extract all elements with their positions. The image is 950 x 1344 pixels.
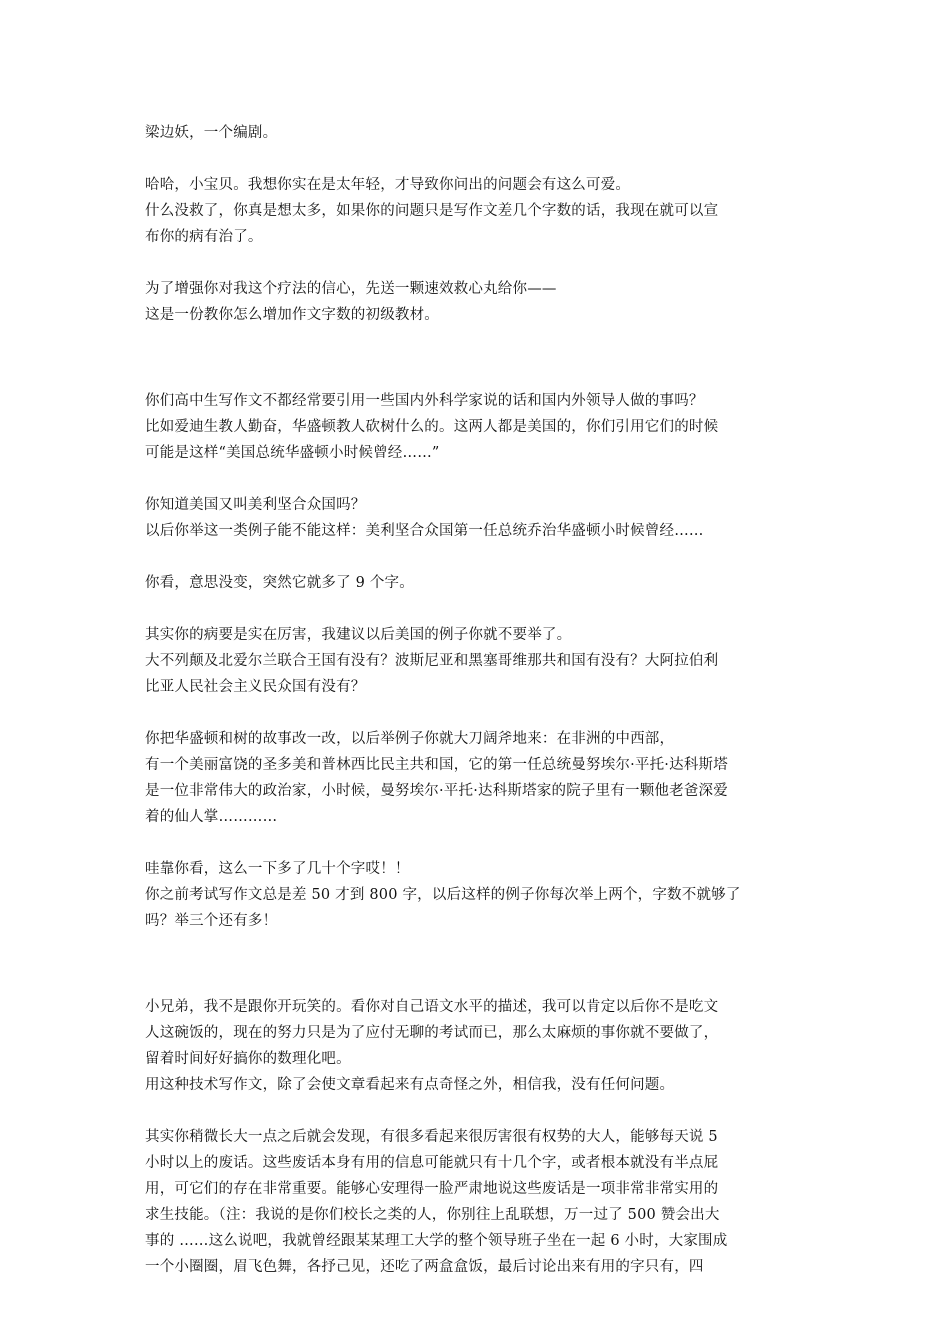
text-line: 用，可它们的存在非常重要。能够心安理得一脸严肃地说这些废话是一项非常非常实用的 bbox=[145, 1181, 719, 1197]
text-line: 梁边妖，一个编剧。 bbox=[145, 125, 278, 141]
text-line: 布你的病有治了。 bbox=[145, 229, 263, 245]
text-line: 事的 ……这么说吧，我就曾经跟某某理工大学的整个领导班子坐在一起 6 小时，大家围成 bbox=[145, 1233, 728, 1249]
text-line: 有一个美丽富饶的圣多美和普林西比民主共和国，它的第一任总统曼努埃尔·平托·达科斯塔 bbox=[145, 757, 728, 773]
text-line: 吗？举三个还有多！ bbox=[145, 913, 278, 929]
text-line: 什么没救了，你真是想太多，如果你的问题只是写作文差几个字数的话，我现在就可以宣 bbox=[145, 203, 719, 219]
text-line: 你把华盛顿和树的故事改一改，以后举例子你就大刀阔斧地来：在非洲的中西部， bbox=[145, 731, 675, 747]
paragraph-gap bbox=[145, 146, 810, 172]
text-line: 用这种技术写作文，除了会使文章看起来有点奇怪之外，相信我，没有任何问题。 bbox=[145, 1077, 675, 1093]
text-line: 人这碗饭的，现在的努力只是为了应付无聊的考试而已，那么太麻烦的事你就不要做了， bbox=[145, 1025, 719, 1041]
document-body bbox=[145, 120, 810, 1280]
text-line: 留着时间好好搞你的数理化吧。 bbox=[145, 1051, 351, 1067]
text-line: 这是一份教你怎么增加作文字数的初级教材。 bbox=[145, 307, 439, 323]
text-line: 着的仙人掌………… bbox=[145, 809, 278, 825]
text-line: 小时以上的废话。这些废话本身有用的信息可能就只有十几个字，或者根本就没有半点屁 bbox=[145, 1155, 719, 1171]
paragraph-gap bbox=[145, 1098, 810, 1124]
text-line: 大不列颠及北爱尔兰联合王国有没有？波斯尼亚和黑塞哥维那共和国有没有？大阿拉伯利 bbox=[145, 653, 719, 669]
text-line: 你知道美国又叫美利坚合众国吗？ bbox=[145, 497, 366, 513]
text-line: 你看，意思没变，突然它就多了 9 个字。 bbox=[145, 575, 414, 591]
text-line: 其实你稍微长大一点之后就会发现，有很多看起来很厉害很有权势的大人，能够每天说 5 bbox=[145, 1129, 718, 1145]
paragraph-gap bbox=[145, 328, 810, 354]
text-line: 你之前考试写作文总是差 50 才到 800 字，以后这样的例子你每次举上两个，字数不就够了 bbox=[145, 887, 741, 903]
text-line: 其实你的病要是实在厉害，我建议以后美国的例子你就不要举了。 bbox=[145, 627, 572, 643]
paragraph-gap bbox=[145, 250, 810, 276]
text-line: 一个小圈圈，眉飞色舞，各抒己见，还吃了两盒盒饭，最后讨论出来有用的字只有，四 bbox=[145, 1259, 704, 1275]
text-line: 比如爱迪生教人勤奋，华盛顿教人砍树什么的。这两人都是美国的，你们引用它们的时候 bbox=[145, 419, 719, 435]
paragraph-gap bbox=[145, 596, 810, 622]
paragraph-gap bbox=[145, 544, 810, 570]
text-line: 小兄弟，我不是跟你开玩笑的。看你对自己语文水平的描述，我可以肯定以后你不是吃文 bbox=[145, 999, 719, 1015]
text-line: 为了增强你对我这个疗法的信心，先送一颗速效救心丸给你—— bbox=[145, 281, 557, 297]
text-line: 以后你举这一类例子能不能这样：美利坚合众国第一任总统乔治华盛顿小时候曾经…… bbox=[145, 523, 704, 539]
text-line: 哈哈，小宝贝。我想你实在是太年轻，才导致你问出的问题会有这么可爱。 bbox=[145, 177, 631, 193]
text-line: 可能是这样“美国总统华盛顿小时候曾经……” bbox=[145, 445, 440, 461]
paragraph-gap bbox=[145, 466, 810, 492]
text-line: 哇靠你看，这么一下多了几十个字哎！！ bbox=[145, 861, 410, 877]
text-line: 是一位非常伟大的政治家，小时候，曼努埃尔·平托·达科斯塔家的院子里有一颗他老爸深爱 bbox=[145, 783, 728, 799]
paragraph-gap bbox=[145, 960, 810, 994]
text-line: 你们高中生写作文不都经常要引用一些国内外科学家说的话和国内外领导人做的事吗？ bbox=[145, 393, 704, 409]
text-line: 比亚人民社会主义民众国有没有？ bbox=[145, 679, 366, 695]
paragraph-gap bbox=[145, 830, 810, 856]
text-line: 求生技能。（注：我说的是你们校长之类的人，你别往上乱联想，万一过了 500 赞会出大 bbox=[145, 1207, 720, 1223]
paragraph-gap bbox=[145, 354, 810, 388]
paragraph-gap bbox=[145, 934, 810, 960]
paragraph-gap bbox=[145, 700, 810, 726]
